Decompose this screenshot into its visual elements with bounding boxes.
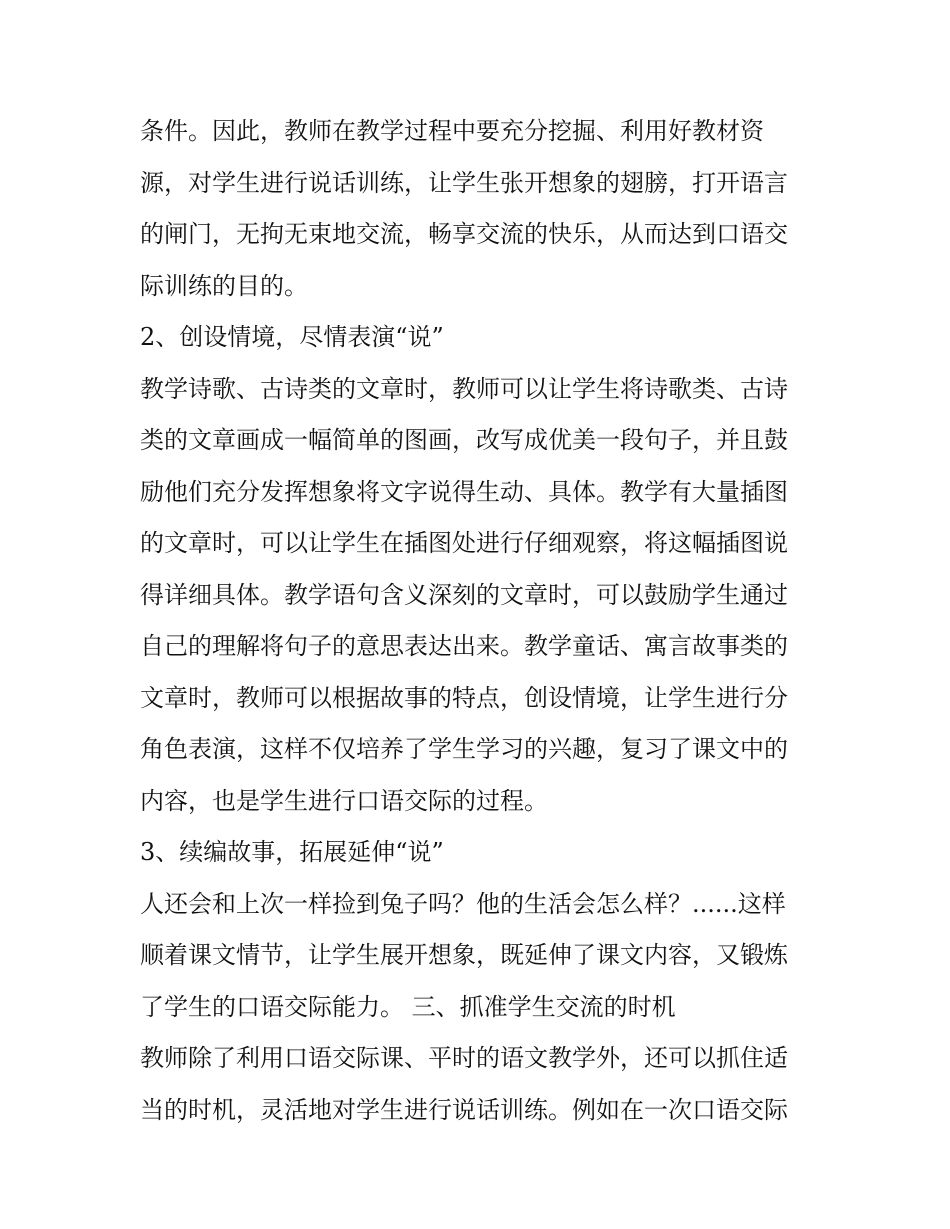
body-text-line: 当的时机，灵活地对学生进行说话训练。例如在一次口语交际: [140, 1095, 788, 1124]
document-body: [140, 106, 820, 1136]
body-text-line: 顺着课文情节，让学生展开想象，既延伸了课文内容，又锻炼: [140, 941, 788, 969]
body-text-line: 得详细具体。教学语句含义深刻的文章时，可以鼓励学生通过: [140, 580, 788, 609]
body-text-line: 自己的理解将句子的意思表达出来。教学童话、寓言故事类的: [140, 632, 788, 660]
body-text-line: 励他们充分发挥想象将文字说得生动、具体。教学有大量插图: [140, 477, 788, 506]
body-text-line: 际训练的目的。: [140, 271, 308, 300]
body-text-line: 源，对学生进行说话训练，让学生张开想象的翅膀，打开语言: [140, 168, 788, 197]
body-text-line: 文章时，教师可以根据故事的特点，创设情境，让学生进行分: [140, 683, 788, 712]
section-heading: 3、续编故事，拓展延伸“说”: [140, 838, 444, 866]
body-text-line: 内容，也是学生进行口语交际的过程。: [140, 786, 548, 815]
body-text-line: 教学诗歌、古诗类的文章时，教师可以让学生将诗歌类、古诗: [140, 374, 788, 403]
body-text-line: 角色表演，这样不仅培养了学生学习的兴趣，复习了课文中的: [140, 735, 788, 763]
section-heading: 2、创设情境，尽情表演“说”: [140, 323, 444, 351]
body-text-line: 人还会和上次一样捡到兔子吗？他的生活会怎么样？......这样: [140, 889, 786, 918]
body-text-line: 类的文章画成一幅简单的图画，改写成优美一段句子，并且鼓: [140, 426, 788, 454]
body-text-line: 条件。因此，教师在教学过程中要充分挖掘、利用好教材资: [140, 117, 764, 145]
body-text-line: 的文章时，可以让学生在插图处进行仔细观察，将这幅插图说: [140, 529, 788, 557]
body-text-line: 的闸门，无拘无束地交流，畅享交流的快乐，从而达到口语交: [140, 220, 788, 248]
body-text-line: 教师除了利用口语交际课、平时的语文教学外，还可以抓住适: [140, 1044, 788, 1072]
body-text-line: 了学生的口语交际能力。 三、抓准学生交流的时机: [140, 992, 676, 1021]
